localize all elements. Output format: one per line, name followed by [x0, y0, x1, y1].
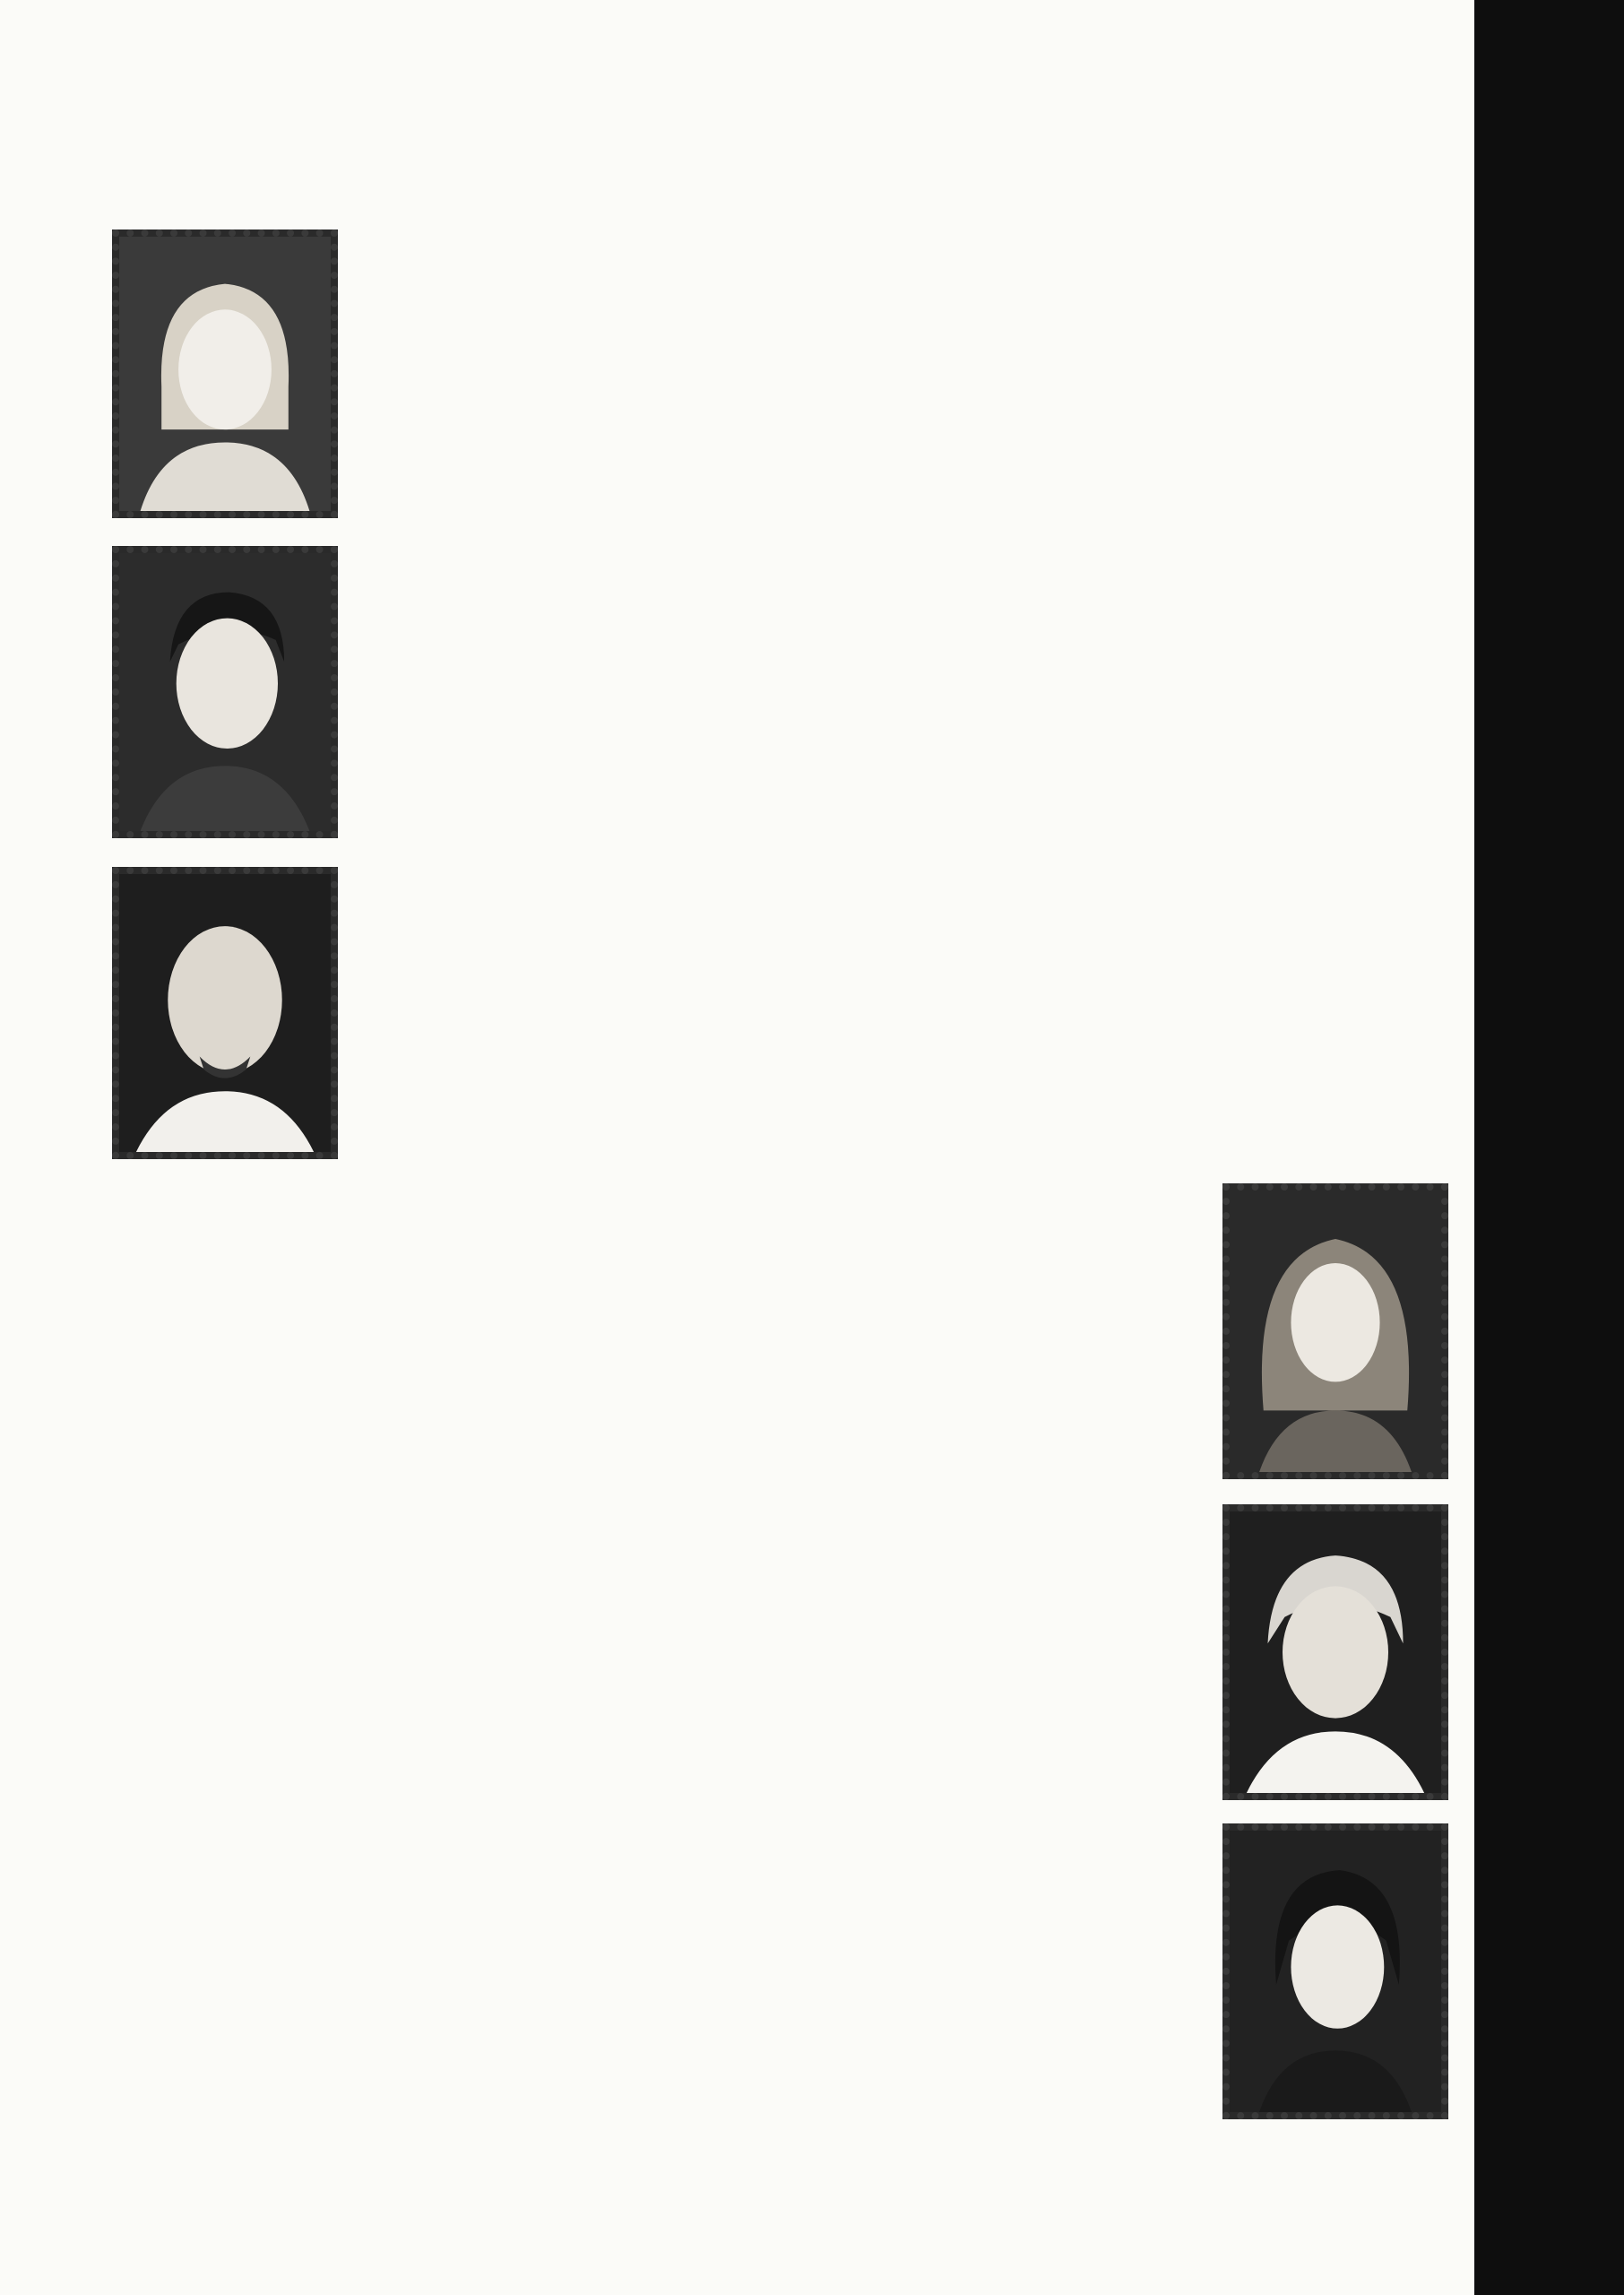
profile-grinkle	[115, 1515, 1201, 1519]
profile-leopold	[380, 880, 1464, 884]
bottom-ornament-row	[115, 2152, 1459, 2196]
profile-kathi	[380, 240, 1464, 244]
side-decorative-strip	[1474, 0, 1624, 2295]
profile-karl	[380, 559, 1464, 563]
josepha-photo	[1222, 1183, 1448, 1479]
profile-josepha	[115, 1192, 1201, 1196]
ottoline-photo	[1222, 1823, 1448, 2119]
top-ornament-row	[115, 88, 1459, 133]
grinkle-photo	[1222, 1504, 1448, 1800]
profile-ottoline	[115, 1834, 1201, 1838]
karl-photo	[112, 546, 338, 838]
leopold-photo	[112, 867, 338, 1159]
kathi-photo	[112, 230, 338, 518]
